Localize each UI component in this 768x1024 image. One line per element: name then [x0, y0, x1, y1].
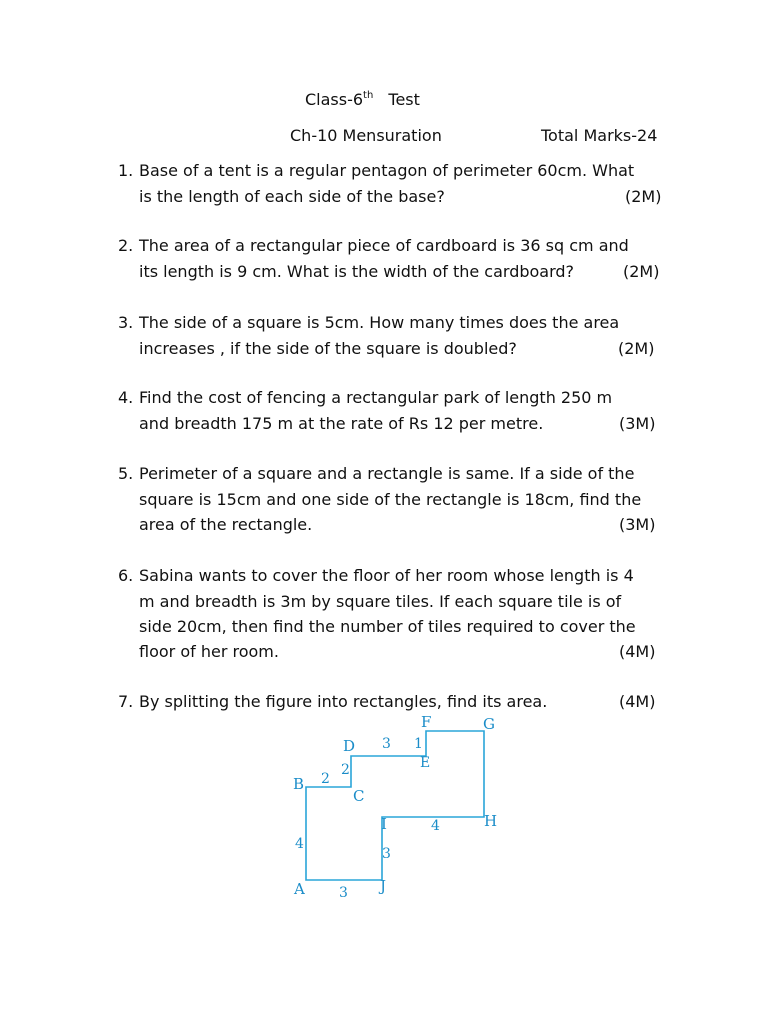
question-text-line: Base of a tent is a regular pentagon of perimeter 60cm. What: [139, 161, 635, 180]
class-prefix: Class-6: [305, 90, 364, 109]
question-marks: (4M): [619, 692, 656, 711]
vertex-label-f: F: [421, 713, 432, 731]
question-marks: (2M): [623, 262, 660, 281]
length-label-bc: 2: [321, 771, 330, 787]
question-number: 7.: [118, 692, 134, 711]
length-label-ef: 1: [414, 736, 423, 752]
question-text-line: Sabina wants to cover the floor of her room whose length is 4: [139, 566, 634, 585]
question-marks: (3M): [619, 515, 656, 534]
figure-outline: [306, 731, 484, 880]
length-label-cd: 2: [341, 762, 350, 778]
vertex-label-e: E: [420, 755, 431, 771]
vertex-label-j: J: [380, 877, 387, 895]
total-marks: Total Marks-24: [541, 126, 658, 145]
chapter-title: Ch-10 Mensuration: [290, 126, 442, 145]
length-label-ih: 4: [431, 818, 440, 834]
length-label-ab: 4: [295, 836, 304, 852]
question-text-line: area of the rectangle.: [139, 515, 313, 534]
vertex-label-a: A: [294, 880, 305, 898]
question-marks: (3M): [619, 414, 656, 433]
question-marks: (4M): [619, 642, 656, 661]
length-label-de: 3: [382, 736, 391, 752]
vertex-label-b: B: [293, 775, 305, 793]
question-text-line: side 20cm, then find the number of tiles required to cover the: [139, 617, 636, 636]
question-number: 2.: [118, 236, 134, 255]
question-text-line: Perimeter of a square and a rectangle is same. If a side of the: [139, 464, 635, 483]
question-number: 5.: [118, 464, 134, 483]
question-number: 1.: [118, 161, 134, 180]
question-marks: (2M): [618, 339, 655, 358]
vertex-label-g: G: [483, 715, 495, 733]
question-text-line: is the length of each side of the base?: [139, 187, 445, 206]
question-text-line: increases , if the side of the square is doubled?: [139, 339, 517, 358]
question-text-line: By splitting the figure into rectangles, find its area.: [139, 692, 548, 711]
question-number: 3.: [118, 313, 134, 332]
vertex-label-d: D: [343, 737, 356, 755]
question-number: 4.: [118, 388, 134, 407]
length-label-ij: 3: [382, 846, 391, 862]
test-word: Test: [388, 90, 420, 109]
question-marks: (2M): [625, 187, 662, 206]
question-text-line: Find the cost of fencing a rectangular park of length 250 m: [139, 388, 613, 407]
vertex-label-i: I: [381, 815, 387, 833]
vertex-label-h: H: [484, 812, 498, 830]
question-text-line: its length is 9 cm. What is the width of the cardboard?: [139, 262, 575, 281]
question-text-line: The area of a rectangular piece of cardboard is 36 sq cm and: [139, 236, 629, 255]
length-label-aj: 3: [339, 885, 348, 901]
question-text-line: square is 15cm and one side of the rectangle is 18cm, find the: [139, 490, 642, 509]
question-text-line: floor of her room.: [139, 642, 279, 661]
question-text-line: and breadth 175 m at the rate of Rs 12 per metre.: [139, 414, 544, 433]
question-text-line: The side of a square is 5cm. How many times does the area: [139, 313, 620, 332]
class-superscript: th: [363, 90, 374, 101]
vertex-label-c: C: [353, 787, 365, 805]
question-text-line: m and breadth is 3m by square tiles. If each square tile is of: [139, 592, 622, 611]
question-number: 6.: [118, 566, 134, 585]
